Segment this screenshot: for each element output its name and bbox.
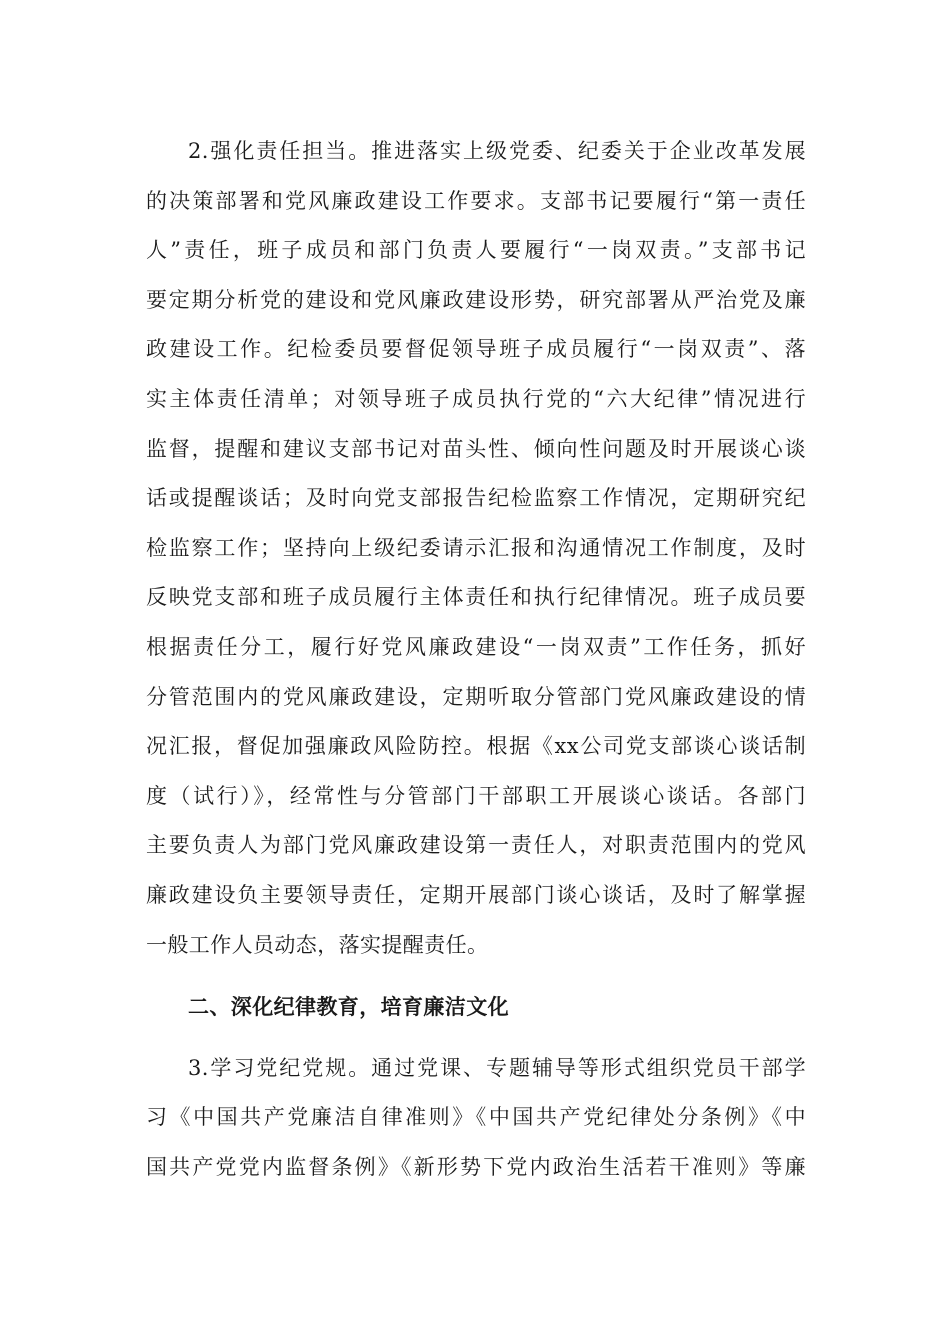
text-line: 一般工作人员动态，落实提醒责任。 — [146, 932, 489, 957]
text-line: 实主体责任清单；对领导班子成员执行党的“六大纪律”情况进行 — [146, 386, 806, 411]
text-line: 监督，提醒和建议支部书记对苗头性、倾向性问题及时开展谈心谈 — [146, 436, 806, 461]
text-line: 度（试行）》，经常性与分管部门干部职工开展谈心谈话。各部门 — [146, 783, 806, 808]
text-line: 3.学习党纪党规。通过党课、专题辅导等形式组织党员干部学 — [188, 1055, 806, 1080]
text-line: 要定期分析党的建设和党风廉政建设形势，研究部署从严治党及廉 — [146, 287, 806, 312]
text-line: 廉政建设负主要领导责任，定期开展部门谈心谈话，及时了解掌握 — [146, 882, 806, 907]
paragraph-responsibility — [146, 127, 806, 970]
text-line: 的决策部署和党风廉政建设工作要求。支部书记要履行“第一责任 — [146, 188, 806, 213]
text-line: 国共产党党内监督条例》《新形势下党内政治生活若干准则》等廉 — [146, 1154, 806, 1179]
text-line: 人”责任，班子成员和部门负责人要履行“一岗双责。”支部书记 — [146, 238, 806, 263]
text-line: 政建设工作。纪检委员要督促领导班子成员履行“一岗双责”、落 — [146, 337, 806, 362]
document-body — [146, 127, 806, 1192]
text-line: 话或提醒谈话；及时向党支部报告纪检监察工作情况，定期研究纪 — [146, 486, 806, 511]
text-line: 分管范围内的党风廉政建设，定期听取分管部门党风廉政建设的情 — [146, 684, 806, 709]
text-line: 2.强化责任担当。推进落实上级党委、纪委关于企业改革发展 — [188, 139, 806, 163]
text-line: 况汇报，督促加强廉政风险防控。根据《xx公司党支部谈心谈话制 — [146, 734, 806, 759]
text-line: 主要负责人为部门党风廉政建设第一责任人，对职责范围内的党风 — [146, 833, 806, 858]
text-line: 习《中国共产党廉洁自律准则》《中国共产党纪律处分条例》《中 — [146, 1105, 806, 1130]
text-line: 反映党支部和班子成员履行主体责任和执行纪律情况。班子成员要 — [146, 585, 806, 610]
text-line: 根据责任分工，履行好党风廉政建设“一岗双责”工作任务，抓好 — [146, 634, 806, 659]
paragraph-study-rules — [146, 1044, 806, 1193]
text-line: 检监察工作；坚持向上级纪委请示汇报和沟通情况工作制度，及时 — [146, 535, 806, 560]
section-heading: 二、深化纪律教育，培育廉洁文化 — [188, 994, 509, 1020]
